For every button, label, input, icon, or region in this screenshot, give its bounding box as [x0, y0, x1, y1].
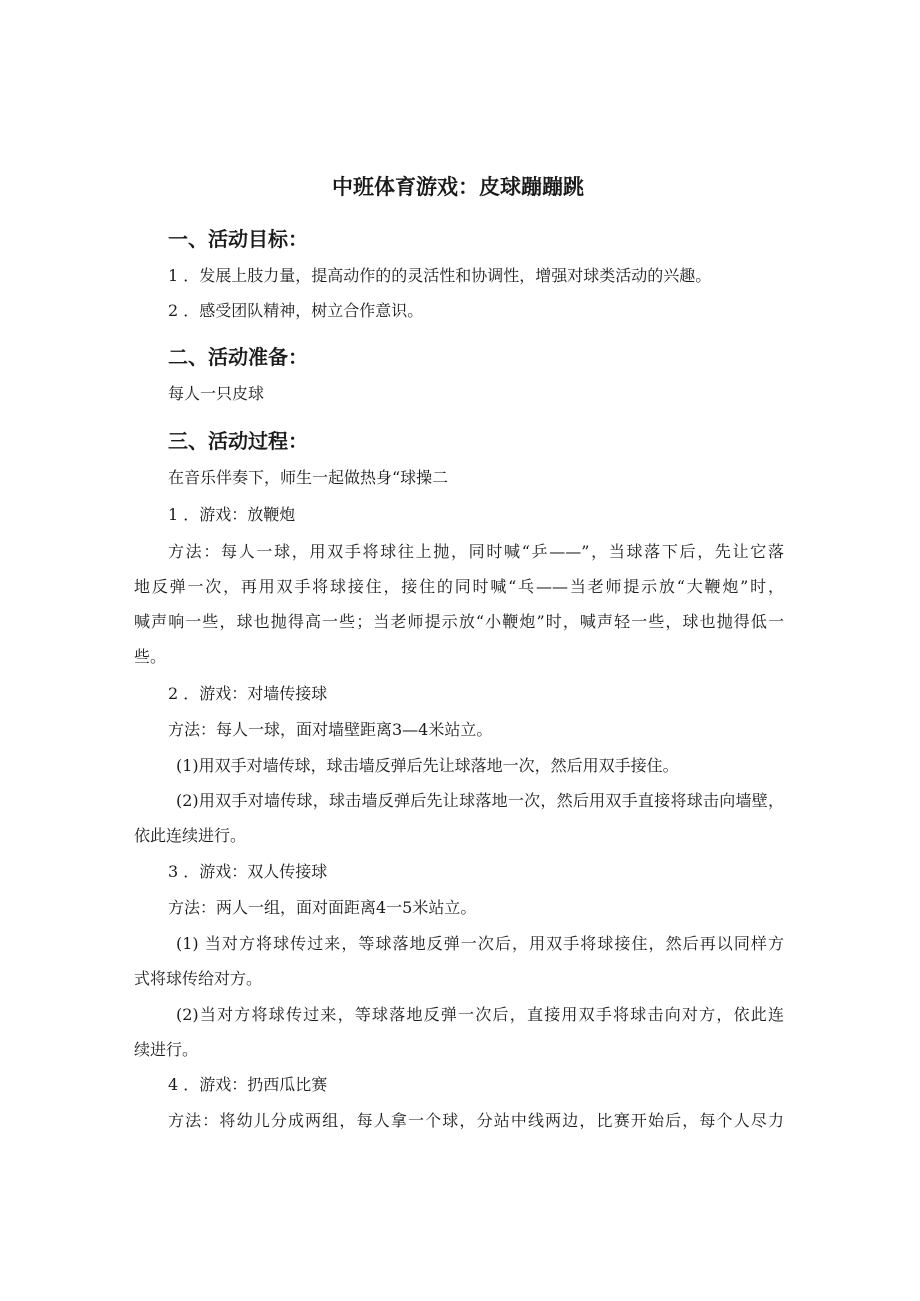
game-step: (1)用双手对墙传球，球击墙反弹后先让球落地一次，然后用双手接住。	[176, 756, 679, 775]
game-method-line: 方法：每人一球，用双手将球往上抛，同时喊“乒——”，当球落下后，先让它落	[168, 542, 784, 561]
game-step-line: 续进行。	[134, 1040, 199, 1059]
game-method-line: 些。	[134, 647, 167, 666]
game-title: 3 ．游戏：双人传接球	[168, 862, 328, 881]
game-title: 4 ．游戏：扔西瓜比赛	[168, 1075, 328, 1094]
section-heading-goals: 一、活动目标：	[168, 227, 308, 251]
game-method: 方法：每人一球，面对墙壁距离3—4米站立。	[168, 720, 493, 739]
game-step-line: 依此连续进行。	[134, 826, 247, 845]
game-method-line: 地反弹一次，再用双手将球接住，接住的同时喊“乓——当老师提示放“大鞭炮”时，	[134, 577, 784, 596]
game-step-line: (2)当对方将球传过来，等球落地反弹一次后，直接用双手将球击向对方，依此连	[176, 1005, 784, 1024]
game-step-line: 式将球传给对方。	[134, 969, 263, 988]
game-method-line: 喊声响一些，球也抛得高一些；当老师提示放“小鞭炮”时，喊声轻一些，球也抛得低一	[134, 612, 784, 631]
game-step-line: (1) 当对方将球传过来，等球落地反弹一次后，用双手将球接住，然后再以同样方	[176, 934, 784, 953]
game-method: 方法：两人一组，面对面距离4一5米站立。	[168, 898, 477, 917]
section-heading-preparation: 二、活动准备：	[168, 345, 308, 369]
goal-item: 1 ．发展上肢力量，提高动作的的灵活性和协调性，增强对球类活动的兴趣。	[168, 266, 712, 285]
game-title: 1 ．游戏：放鞭炮	[168, 505, 296, 524]
game-step-line: (2)用双手对墙传球，球击墙反弹后先让球落地一次，然后用双手直接将球击向墙壁，	[176, 791, 784, 810]
goal-item: 2 ．感受团队精神，树立合作意识。	[168, 301, 424, 320]
preparation-text: 每人一只皮球	[168, 384, 265, 403]
game-method: 方法：将幼儿分成两组，每人拿一个球，分站中线两边，比赛开始后，每个人尽力	[168, 1111, 784, 1130]
section-heading-process: 三、活动过程：	[168, 429, 308, 453]
game-title: 2 ．游戏：对墙传接球	[168, 684, 328, 703]
page-title: 中班体育游戏：皮球蹦蹦跳	[332, 175, 584, 199]
process-intro: 在音乐伴奏下，师生一起做热身“球操二	[168, 468, 449, 487]
